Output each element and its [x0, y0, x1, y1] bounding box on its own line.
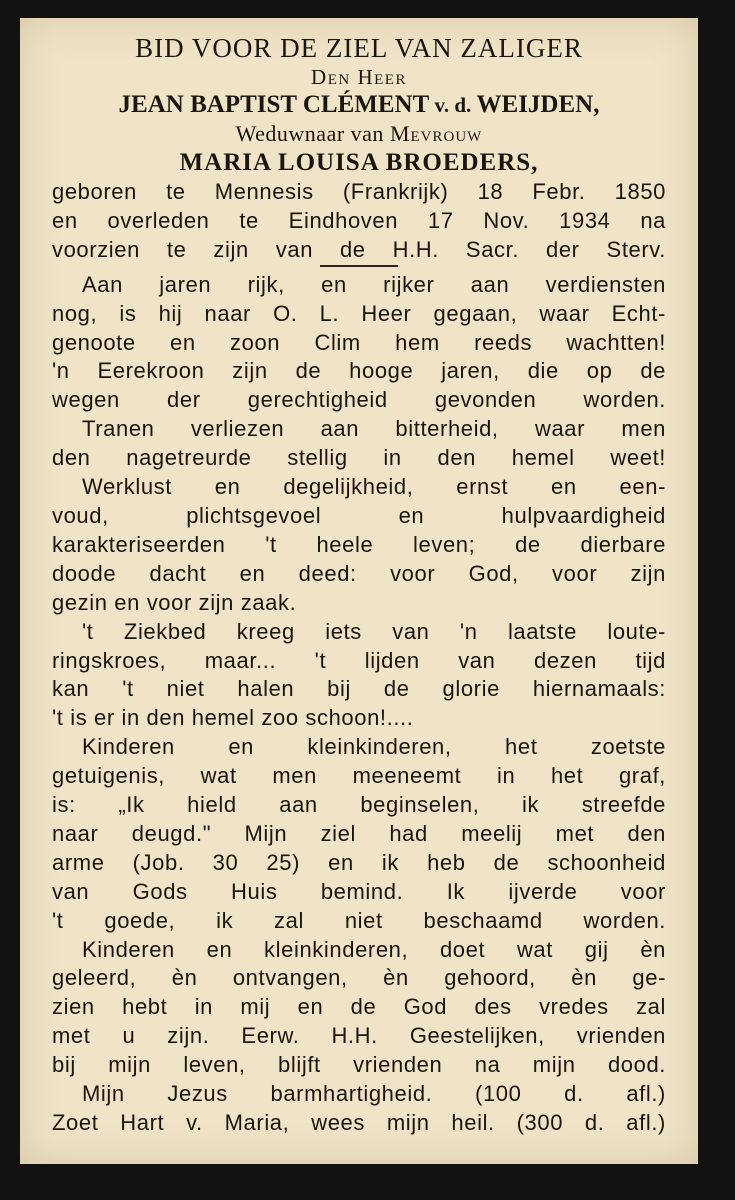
text-line: nog, is hij naar O. L. Heer gegaan, waar Echt- — [52, 300, 666, 326]
text-line: wegen der gerechtigheid gevonden worden. — [52, 387, 666, 413]
text-line: getuigenis, wat men meeneemt in het graf, — [52, 763, 666, 789]
text-line: bij mijn leven, blijft vrienden na mijn dood. — [52, 1052, 666, 1078]
text-line: kan 't niet halen bij de glorie hiernamaals: — [52, 676, 666, 702]
text-line: 'n Eerekroon zijn de hooge jaren, die op de — [52, 358, 666, 384]
text-line: voud, plichtsgevoel en hulpvaardigheid — [52, 502, 666, 528]
spouse-name: MARIA LOUISA BROEDERS, — [179, 149, 539, 176]
deceased-name-last: WEIJDEN, — [476, 91, 600, 118]
text-line: 't is er in den hemel zoo schoon!.... — [52, 705, 414, 731]
text-line: gezin en voor zijn zaak. — [52, 589, 297, 615]
text-line: geboren te Mennesis (Frankrijk) 18 Febr. 1850 — [52, 179, 666, 204]
text-line: den nagetreurde stellig in den hemel weet! — [52, 445, 666, 471]
text-line: genoote en zoon Clim hem reeds wachtten! — [52, 329, 666, 355]
text-line: Kinderen en kleinkinderen, het zoetste — [82, 734, 666, 760]
text-line: Kinderen en kleinkinderen, doet wat gij èn — [82, 936, 666, 962]
text-line: karakteriseerden 't heele leven; de dierbare — [52, 531, 666, 557]
text-line: voorzien te zijn van de H.H. Sacr. der Sterv. — [52, 236, 666, 262]
text-line: doode dacht en deed: voor God, voor zijn — [52, 560, 666, 586]
text-line: is: „Ik hield aan beginselen, ik streefde — [52, 792, 666, 818]
widower-line — [52, 120, 666, 148]
card-content — [52, 32, 666, 1138]
text-line: en overleden te Eindhoven 17 Nov. 1934 na — [52, 207, 666, 233]
text-line: Werklust en degelijkheid, ernst en een- — [82, 474, 666, 500]
deceased-name — [52, 90, 666, 120]
deceased-name-particle: v. d. — [429, 93, 477, 117]
title-den-heer: Den Heer — [311, 65, 407, 89]
text-line: naar deugd." Mijn ziel had meelij met den — [52, 820, 666, 846]
text-line: geleerd, èn ontvangen, èn gehoord, èn ge- — [52, 965, 666, 991]
text-line: ringskroes, maar... 't lijden van dezen tijd — [52, 647, 666, 673]
text-line: van Gods Huis bemind. Ik ijverde voor — [52, 878, 666, 904]
text-line: Tranen verliezen aan bitterheid, waar men — [82, 416, 666, 442]
memorial-card — [20, 18, 698, 1164]
text-line: 't goede, ik zal niet beschaamd worden. — [52, 907, 666, 933]
deceased-name-first: JEAN BAPTIST CLÉMENT — [118, 91, 430, 118]
text-line: Zoet Hart v. Maria, wees mijn heil. (300 d. afl.) — [52, 1110, 666, 1135]
text-line: arme (Job. 30 25) en ik heb de schoonheid — [52, 849, 666, 875]
text-line: zien hebt in mij en de God des vredes zal — [52, 994, 666, 1020]
text-line: met u zijn. Eerw. H.H. Geestelijken, vrienden — [52, 1023, 666, 1049]
text-line: 't Ziekbed kreeg iets van 'n laatste loute- — [82, 618, 666, 644]
prayer-heading: BID VOOR DE ZIEL VAN ZALIGER — [135, 33, 583, 63]
widower-text: Weduwnaar van — [235, 121, 390, 146]
divider-rule — [320, 265, 398, 267]
text-line: Aan jaren rijk, en rijker aan verdiensten — [82, 271, 666, 297]
text-line: Mijn Jezus barmhartigheid. (100 d. afl.) — [82, 1081, 666, 1107]
widower-title: Mevrouw — [389, 121, 483, 146]
